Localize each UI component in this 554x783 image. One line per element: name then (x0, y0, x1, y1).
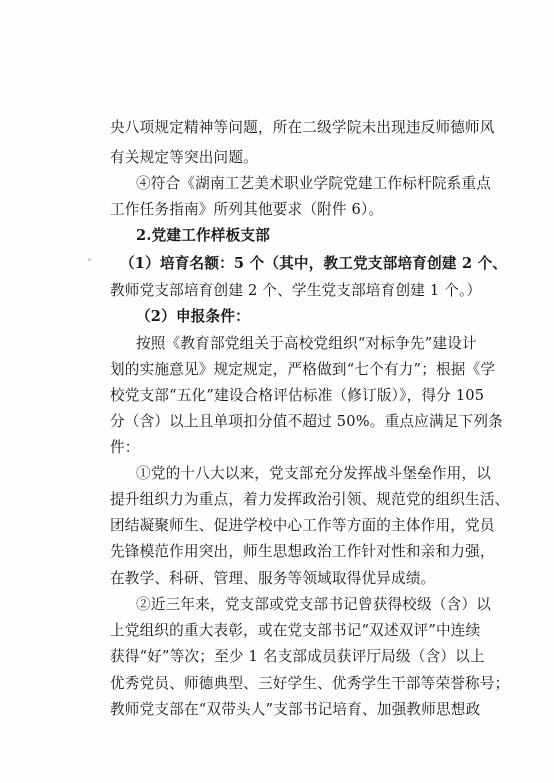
text-line: 教师党支部在“双带头人”支部书记培育、加强教师思想政 (110, 701, 481, 718)
text-line: 优秀党员、师德典型、三好学生、优秀学生干部等荣誉称号； (110, 675, 510, 692)
text-line: 获得“好”等次；至少 1 名支部成员获评厅局级（含）以上 (110, 648, 485, 665)
section-heading: 2.党建工作样板支部 (136, 227, 270, 244)
text-line: 按照《教育部党组关于高校党组织“对标争先”建设计 (136, 335, 477, 352)
subsection-heading: （1）培育名额：5 个（其中，教工党支部培育创建 2 个、 (120, 255, 508, 272)
subsection-heading: （2）申报条件： (136, 308, 250, 325)
text-line: 团结凝聚师生、促进学校中心工作等方面的主体作用，党员 (110, 517, 495, 534)
text-line: 校党支部“五化”建设合格评估标准（修订版）》，得分 105 (110, 387, 485, 404)
text-line: 在教学、科研、管理、服务等领域取得优异成绩。 (110, 570, 436, 587)
text-line: 分（含）以上且单项扣分值不超过 50%。重点应满足下列条 (110, 413, 503, 430)
text-line: ①党的十八大以来，党支部充分发挥战斗堡垒作用，以 (136, 465, 492, 482)
text-line: 件： (110, 439, 140, 456)
text-line: 划的实施意见》规定规定，严格做到“七个有力”；根据《学 (110, 361, 496, 378)
text-line: ②近三年来，党支部或党支部书记曾获得校级（含）以 (136, 596, 492, 613)
text-line: 先锋模范作用突出，师生思想政治工作针对性和亲和力强， (110, 543, 495, 560)
text-line: 教师党支部培育创建 2 个、学生党支部培育创建 1 个。） (110, 282, 482, 299)
text-line: 央八项规定精神等问题，所在二级学院未出现违反师德师风 (110, 119, 495, 136)
text-line: ④符合《湖南工艺美术职业学院党建工作标杆院系重点 (136, 175, 492, 192)
text-line: 上党组织的重大表彰，或在党支部书记“双述双评”中连续 (110, 622, 481, 639)
text-line: 有关规定等突出问题。 (110, 149, 258, 166)
text-line: 工作任务指南》所列其他要求（附件 6）。 (110, 201, 384, 218)
text-line: 提升组织力为重点，着力发挥政治引领、规范党的组织生活、 (110, 491, 510, 508)
scan-speck (88, 258, 91, 261)
